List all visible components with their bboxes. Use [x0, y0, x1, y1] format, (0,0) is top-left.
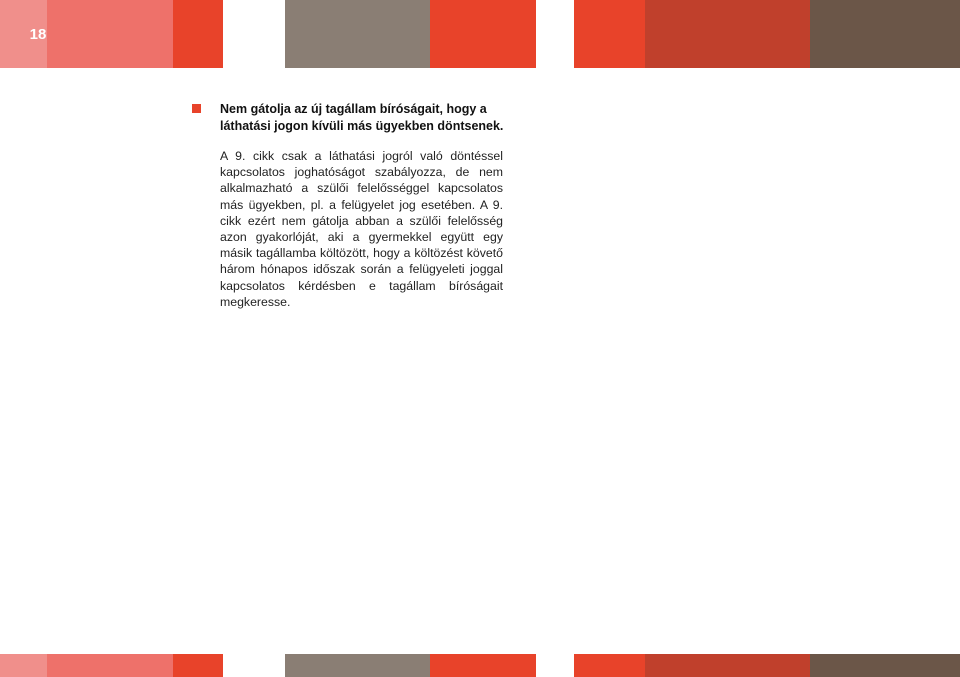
question-heading: Nem gátolja az új tagállam bíróságait, hogy a láthatási jogon kívüli más ügyekben döntsenek. — [220, 102, 504, 133]
band-segment — [285, 654, 430, 677]
band-segment — [285, 0, 430, 68]
band-segment — [810, 0, 960, 68]
band-segment — [47, 654, 173, 677]
bottom-color-band — [0, 654, 960, 677]
band-segment — [536, 654, 574, 677]
band-segment — [430, 0, 536, 68]
band-segment — [173, 0, 223, 68]
band-segment — [645, 654, 810, 677]
band-segment — [536, 0, 574, 68]
page-number: 18 — [29, 25, 47, 43]
band-segment — [645, 0, 810, 68]
band-segment — [0, 654, 47, 677]
band-segment — [574, 654, 645, 677]
band-segment — [574, 0, 645, 68]
band-segment — [223, 0, 285, 68]
band-segment — [223, 654, 285, 677]
band-segment — [173, 654, 223, 677]
square-bullet-icon — [192, 104, 201, 113]
band-segment — [430, 654, 536, 677]
top-color-band — [0, 0, 960, 68]
answer-paragraph: A 9. cikk csak a láthatási jogról való döntéssel kapcsolatos joghatóságot szabályozza, de nem alkalmazható a szülői felelősséggel kapcsolatos más ügyekben, pl. a felügyelet jog esetében. A 9. cikk ezért nem gátolja abban a szülői felelősség azon gyakorlóját, aki a gyermekkel együtt egy másik tagállamba költözött, hogy a költözést követő három hónapos időszak során a felügyeleti joggal kapcsolatos kérdésben e tagállam bíróságait megkeresse. — [220, 149, 503, 309]
band-segment — [810, 654, 960, 677]
